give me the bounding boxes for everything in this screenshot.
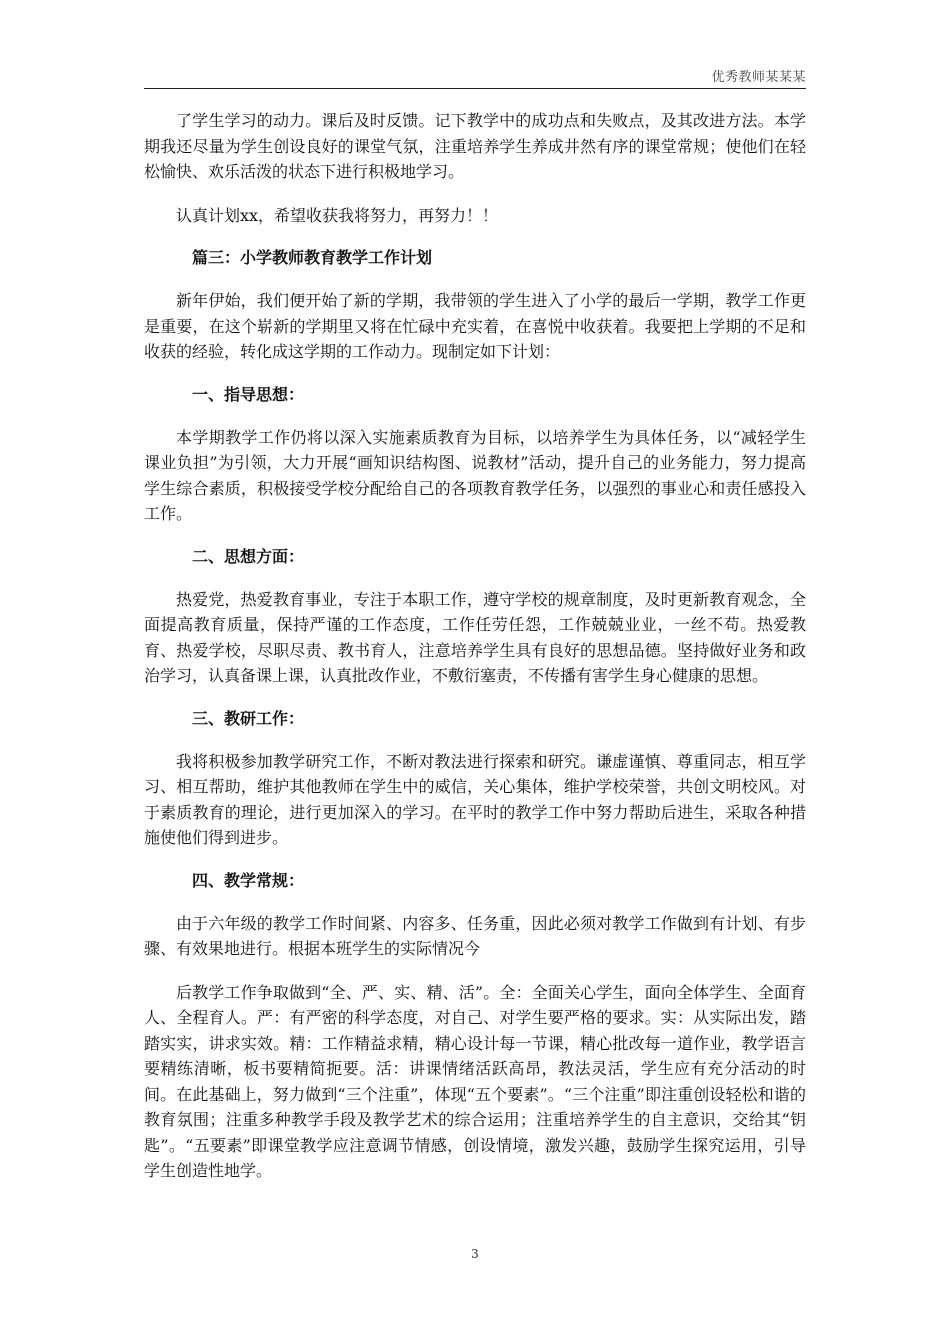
document-body: [144, 108, 806, 1184]
paragraph-6: 我将积极参加教学研究工作，不断对教法进行探索和研究。谦虚谨慎、尊重同志，相互学习、相互帮助，维护其他教师在学生中的威信，关心集体，维护学校荣誉，共创文明校风。对于素质教育的理论，进行更加深入的学习。在平时的教学工作中努力帮助后进生，采取各种措施使他们得到进步。: [144, 751, 806, 847]
heading-teaching-routine: 四、教学常规：: [192, 870, 305, 890]
page-number: 3: [471, 1247, 479, 1261]
paragraph-2: 认真计划xx，希望收获我将努力，再努力！！: [176, 205, 499, 225]
paragraph-8: 后教学工作争取做到“全、严、实、精、活”。全：全面关心学生，面向全体学生、全面育人、全程育人。严：有严密的科学态度，对自己、对学生要严格的要求。实：从实际出发，踏踏实实，讲求实效。精：工作精益求精，精心设计每一节课，精心批改每一道作业，教学语言要精练清晰，板书要精简扼要。活：讲课情绪活跃高昂，教法灵活，学生应有充分活动的时间。在此基础上，努力做到“三个注重”，体现“五个要素”。“三个注重”即注重创设轻松和谐的教育氛围；注重多种教学手段及教学艺术的综合运用；注重培养学生的自主意识，交给其“钥匙”。“五要素”即课堂教学应注意调节情感，创设情境，激发兴趣，鼓励学生探究运用，引导学生创造性地学。: [144, 982, 806, 1180]
paragraph-7: 由于六年级的教学工作时间紧、内容多、任务重，因此必须对教学工作做到有计划、有步骤、有效果地进行。根据本班学生的实际情况今: [144, 913, 806, 958]
paragraph-5: 热爱党，热爱教育事业，专注于本职工作，遵守学校的规章制度，及时更新教育观念，全面提高教育质量，保持严谨的工作态度，工作任劳任怨，工作兢兢业业，一丝不苟。热爱教育、热爱学校，尽职尽责、教书育人，注意培养学生具有良好的思想品德。坚持做好业务和政治学习，认真备课上课，认真批改作业，不敷衍塞责，不传播有害学生身心健康的思想。: [144, 589, 806, 685]
header-title: 优秀教师某某某: [711, 70, 806, 85]
heading-guiding-thought: 一、指导思想：: [192, 384, 305, 404]
page-header: [144, 64, 806, 89]
paragraph-4: 本学期教学工作仍将以深入实施素质教育为目标，以培养学生为具体任务，以“减轻学生课业负担”为引领，大力开展“画知识结构图、说教材”活动，提升自己的业务能力，努力提高学生综合素质，积极接受学校分配给自己的各项教育教学任务，以强烈的事业心和责任感投入工作。: [144, 427, 806, 523]
heading-ideology: 二、思想方面：: [192, 546, 305, 566]
paragraph-1: 了学生学习的动力。课后及时反馈。记下教学中的成功点和失败点，及其改进方法。本学期我还尽量为学生创设良好的课堂气氛，注重培养学生养成井然有序的课堂常规；使他们在轻松愉快、欢乐活泼的状态下进行积极地学习。: [144, 111, 806, 181]
heading-teaching-research: 三、教研工作：: [192, 708, 305, 728]
paragraph-3: 新年伊始，我们便开始了新的学期，我带领的学生进入了小学的最后一学期，教学工作更是重要，在这个崭新的学期里又将在忙碌中充实着，在喜悦中收获着。我要把上学期的不足和收获的经验，转化成这学期的工作动力。现制定如下计划：: [144, 291, 806, 361]
section-title: 篇三：小学教师教育教学工作计划: [192, 248, 433, 267]
